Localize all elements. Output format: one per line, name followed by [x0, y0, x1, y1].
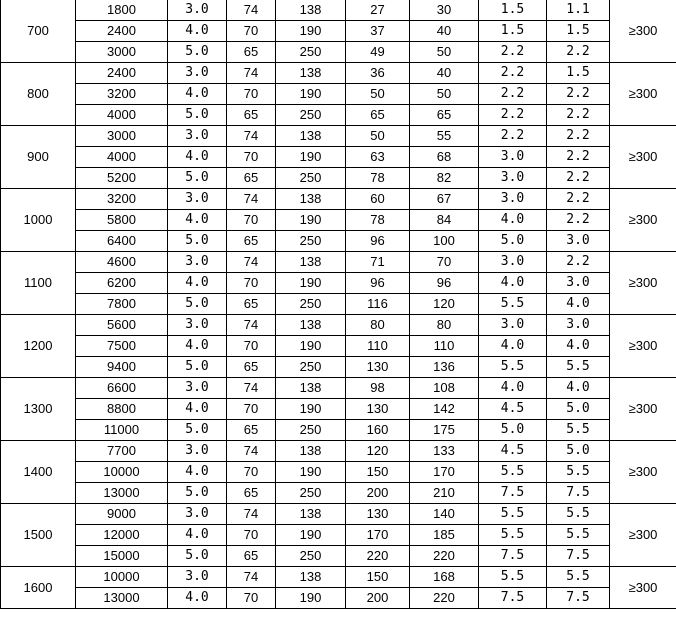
table-cell: 3.0 [547, 315, 610, 336]
table-cell: 138 [276, 378, 346, 399]
table-cell: 140 [410, 504, 479, 525]
table-cell: 5.0 [547, 399, 610, 420]
group-tail-cell: ≥300 [610, 504, 676, 567]
table-cell: 4.0 [168, 273, 227, 294]
table-cell: 3.0 [479, 168, 547, 189]
table-cell: 7.5 [479, 588, 547, 609]
table-cell: 6200 [76, 273, 168, 294]
table-cell: 65 [410, 105, 479, 126]
table-cell: 5.5 [479, 462, 547, 483]
table-cell: 27 [346, 0, 410, 21]
table-cell: 220 [346, 546, 410, 567]
table-cell: 71 [346, 252, 410, 273]
table-cell: 67 [410, 189, 479, 210]
table-cell: 11000 [76, 420, 168, 441]
table-cell: 65 [227, 357, 276, 378]
table-row [1, 84, 676, 105]
table-cell: 4.0 [547, 378, 610, 399]
group-label-cell: 1100 [1, 252, 76, 315]
table-cell: 250 [276, 357, 346, 378]
table-row [1, 252, 676, 273]
table-cell: 110 [346, 336, 410, 357]
table-cell: 6400 [76, 231, 168, 252]
table-cell: 2.2 [479, 105, 547, 126]
group-tail-cell: ≥300 [610, 0, 676, 63]
table-cell: 7.5 [547, 546, 610, 567]
table-cell: 3000 [76, 42, 168, 63]
table-cell: 4.5 [479, 399, 547, 420]
group-tail-cell: ≥300 [610, 378, 676, 441]
table-cell: 70 [227, 462, 276, 483]
table-cell: 138 [276, 252, 346, 273]
table-cell: 190 [276, 21, 346, 42]
table-row [1, 126, 676, 147]
table-cell: 138 [276, 189, 346, 210]
table-row [1, 189, 676, 210]
table-cell: 74 [227, 63, 276, 84]
table-row [1, 63, 676, 84]
table-cell: 2.2 [479, 63, 547, 84]
table-cell: 96 [410, 273, 479, 294]
table-cell: 138 [276, 126, 346, 147]
group-label-cell: 1600 [1, 567, 76, 609]
table-cell: 185 [410, 525, 479, 546]
table-cell: 7.5 [479, 546, 547, 567]
table-cell: 65 [227, 42, 276, 63]
group-label-cell: 900 [1, 126, 76, 189]
table-cell: 142 [410, 399, 479, 420]
table-cell: 68 [410, 147, 479, 168]
table-cell: 70 [227, 399, 276, 420]
table-cell: 7800 [76, 294, 168, 315]
table-cell: 65 [227, 168, 276, 189]
table-cell: 70 [227, 210, 276, 231]
table-cell: 74 [227, 315, 276, 336]
table-cell: 4.0 [168, 336, 227, 357]
table-cell: 30 [410, 0, 479, 21]
table-cell: 190 [276, 399, 346, 420]
table-cell: 130 [346, 504, 410, 525]
table-cell: 2.2 [547, 147, 610, 168]
table-row [1, 420, 676, 441]
table-cell: 1.1 [547, 0, 610, 21]
table-cell: 5200 [76, 168, 168, 189]
table-row [1, 462, 676, 483]
group-label-cell: 1200 [1, 315, 76, 378]
table-cell: 3.0 [168, 378, 227, 399]
table-cell: 200 [346, 483, 410, 504]
table-cell: 1.5 [547, 63, 610, 84]
table-cell: 70 [227, 21, 276, 42]
table-cell: 170 [346, 525, 410, 546]
table-cell: 2.2 [479, 42, 547, 63]
table-cell: 5.0 [168, 168, 227, 189]
table-row [1, 231, 676, 252]
table-cell: 5800 [76, 210, 168, 231]
table-row [1, 147, 676, 168]
table-cell: 65 [227, 546, 276, 567]
table-cell: 5.0 [168, 105, 227, 126]
table-cell: 12000 [76, 525, 168, 546]
table-cell: 190 [276, 273, 346, 294]
table-cell: 120 [410, 294, 479, 315]
table-cell: 6600 [76, 378, 168, 399]
table-cell: 3200 [76, 189, 168, 210]
table-cell: 100 [410, 231, 479, 252]
table-cell: 3.0 [168, 126, 227, 147]
table-row [1, 441, 676, 462]
table-cell: 8800 [76, 399, 168, 420]
table-cell: 136 [410, 357, 479, 378]
table-cell: 3.0 [168, 315, 227, 336]
table-cell: 74 [227, 567, 276, 588]
table-cell: 5.5 [479, 504, 547, 525]
table-cell: 5.0 [168, 42, 227, 63]
table-cell: 2.2 [547, 210, 610, 231]
table-cell: 10000 [76, 462, 168, 483]
table-cell: 7.5 [547, 483, 610, 504]
table-cell: 4.0 [168, 147, 227, 168]
table-cell: 130 [346, 399, 410, 420]
table-cell: 3.0 [547, 273, 610, 294]
table-body [1, 0, 676, 609]
table-cell: 5.0 [168, 357, 227, 378]
table-cell: 5.0 [168, 294, 227, 315]
group-tail-cell: ≥300 [610, 567, 676, 609]
table-cell: 3.0 [479, 252, 547, 273]
table-cell: 2.2 [547, 189, 610, 210]
group-label-cell: 1400 [1, 441, 76, 504]
table-cell: 9400 [76, 357, 168, 378]
table-cell: 1800 [76, 0, 168, 21]
table-cell: 7.5 [479, 483, 547, 504]
table-cell: 74 [227, 126, 276, 147]
table-cell: 5600 [76, 315, 168, 336]
table-cell: 3200 [76, 84, 168, 105]
table-cell: 55 [410, 126, 479, 147]
table-cell: 3.0 [168, 441, 227, 462]
table-cell: 168 [410, 567, 479, 588]
table-cell: 2.2 [547, 42, 610, 63]
table-row [1, 105, 676, 126]
table-cell: 49 [346, 42, 410, 63]
table-cell: 2.2 [479, 126, 547, 147]
table-cell: 4.0 [168, 399, 227, 420]
table-cell: 10000 [76, 567, 168, 588]
table-cell: 138 [276, 63, 346, 84]
table-row [1, 315, 676, 336]
table-cell: 3.0 [168, 189, 227, 210]
table-cell: 2.2 [547, 126, 610, 147]
table-cell: 138 [276, 0, 346, 21]
table-cell: 78 [346, 210, 410, 231]
table-row [1, 567, 676, 588]
table-row [1, 168, 676, 189]
group-tail-cell: ≥300 [610, 315, 676, 378]
table-cell: 1.5 [479, 0, 547, 21]
table-cell: 5.5 [547, 357, 610, 378]
table-cell: 40 [410, 21, 479, 42]
table-cell: 2.2 [547, 252, 610, 273]
table-cell: 65 [227, 294, 276, 315]
table-cell: 3000 [76, 126, 168, 147]
table-cell: 70 [227, 336, 276, 357]
table-cell: 110 [410, 336, 479, 357]
table-cell: 70 [227, 147, 276, 168]
table-cell: 5.5 [547, 420, 610, 441]
table-cell: 5.5 [479, 357, 547, 378]
table-cell: 3.0 [168, 567, 227, 588]
table-cell: 250 [276, 231, 346, 252]
group-label-cell: 1000 [1, 189, 76, 252]
table-cell: 65 [227, 420, 276, 441]
table-cell: 130 [346, 357, 410, 378]
table-cell: 5.5 [479, 525, 547, 546]
table-cell: 5.5 [479, 567, 547, 588]
table-row [1, 210, 676, 231]
table-cell: 210 [410, 483, 479, 504]
table-cell: 96 [346, 273, 410, 294]
table-cell: 150 [346, 567, 410, 588]
table-cell: 250 [276, 168, 346, 189]
table-cell: 4.0 [168, 588, 227, 609]
table-cell: 7.5 [547, 588, 610, 609]
table-cell: 138 [276, 567, 346, 588]
table-cell: 5.0 [168, 483, 227, 504]
group-label-cell: 800 [1, 63, 76, 126]
table-cell: 4.0 [168, 21, 227, 42]
table-cell: 13000 [76, 483, 168, 504]
group-tail-cell: ≥300 [610, 252, 676, 315]
table-cell: 63 [346, 147, 410, 168]
table-cell: 1.5 [547, 21, 610, 42]
table-cell: 138 [276, 441, 346, 462]
table-row [1, 399, 676, 420]
table-cell: 36 [346, 63, 410, 84]
table-cell: 3.0 [547, 231, 610, 252]
table-row [1, 525, 676, 546]
table-cell: 80 [346, 315, 410, 336]
table-cell: 4000 [76, 147, 168, 168]
table-row [1, 483, 676, 504]
table-row [1, 0, 676, 21]
group-tail-cell: ≥300 [610, 126, 676, 189]
table-cell: 250 [276, 420, 346, 441]
table-cell: 138 [276, 315, 346, 336]
table-cell: 74 [227, 189, 276, 210]
table-cell: 70 [227, 84, 276, 105]
table-cell: 50 [346, 84, 410, 105]
table-cell: 5.0 [168, 546, 227, 567]
table-cell: 3.0 [168, 504, 227, 525]
table-cell: 2400 [76, 63, 168, 84]
table-cell: 5.0 [168, 231, 227, 252]
table-cell: 74 [227, 504, 276, 525]
table-cell: 96 [346, 231, 410, 252]
table-cell: 4.0 [168, 525, 227, 546]
table-cell: 3.0 [168, 0, 227, 21]
table-cell: 190 [276, 210, 346, 231]
table-cell: 74 [227, 252, 276, 273]
table-cell: 2.2 [479, 84, 547, 105]
table-cell: 5.5 [479, 294, 547, 315]
group-tail-cell: ≥300 [610, 189, 676, 252]
table-cell: 4.0 [547, 294, 610, 315]
table-cell: 50 [346, 126, 410, 147]
table-cell: 4600 [76, 252, 168, 273]
table-cell: 250 [276, 483, 346, 504]
table-cell: 4.0 [479, 378, 547, 399]
table-cell: 80 [410, 315, 479, 336]
table-cell: 4.0 [479, 273, 547, 294]
group-label-cell: 1300 [1, 378, 76, 441]
table-cell: 5.5 [547, 462, 610, 483]
table-cell: 5.5 [547, 504, 610, 525]
table-cell: 2400 [76, 21, 168, 42]
table-cell: 150 [346, 462, 410, 483]
table-cell: 220 [410, 588, 479, 609]
table-cell: 220 [410, 546, 479, 567]
table-cell: 3.0 [479, 189, 547, 210]
table-cell: 74 [227, 0, 276, 21]
table-cell: 15000 [76, 546, 168, 567]
table-cell: 65 [227, 483, 276, 504]
table-cell: 74 [227, 441, 276, 462]
table-cell: 65 [227, 231, 276, 252]
table-cell: 70 [227, 273, 276, 294]
table-cell: 175 [410, 420, 479, 441]
group-label-cell: 1500 [1, 504, 76, 567]
group-tail-cell: ≥300 [610, 63, 676, 126]
table-cell: 70 [227, 588, 276, 609]
table-cell: 82 [410, 168, 479, 189]
table-cell: 74 [227, 378, 276, 399]
table-cell: 78 [346, 168, 410, 189]
table-row [1, 336, 676, 357]
table-cell: 190 [276, 336, 346, 357]
group-label-cell: 700 [1, 0, 76, 63]
table-cell: 13000 [76, 588, 168, 609]
table-row [1, 294, 676, 315]
table-cell: 133 [410, 441, 479, 462]
table-cell: 4.0 [479, 336, 547, 357]
table-row [1, 273, 676, 294]
table-cell: 4.0 [168, 210, 227, 231]
table-cell: 50 [410, 42, 479, 63]
table-cell: 190 [276, 525, 346, 546]
table-cell: 5.0 [168, 420, 227, 441]
table-cell: 40 [410, 63, 479, 84]
table-cell: 70 [410, 252, 479, 273]
table-cell: 4.0 [168, 84, 227, 105]
table-cell: 4.0 [547, 336, 610, 357]
table-cell: 5.5 [547, 567, 610, 588]
table-row [1, 546, 676, 567]
table-cell: 190 [276, 462, 346, 483]
table-cell: 190 [276, 588, 346, 609]
table-cell: 65 [346, 105, 410, 126]
table-cell: 70 [227, 525, 276, 546]
table-cell: 3.0 [479, 315, 547, 336]
table-cell: 60 [346, 189, 410, 210]
table-cell: 7500 [76, 336, 168, 357]
table-cell: 37 [346, 21, 410, 42]
table-cell: 5.0 [547, 441, 610, 462]
table-cell: 3.0 [168, 252, 227, 273]
table-cell: 5.0 [479, 420, 547, 441]
table-cell: 3.0 [479, 147, 547, 168]
table-cell: 50 [410, 84, 479, 105]
table-cell: 190 [276, 84, 346, 105]
table-cell: 160 [346, 420, 410, 441]
table-cell: 2.2 [547, 105, 610, 126]
table-cell: 250 [276, 42, 346, 63]
table-cell: 4000 [76, 105, 168, 126]
table-row [1, 504, 676, 525]
table-cell: 4.0 [168, 462, 227, 483]
table-cell: 170 [410, 462, 479, 483]
table-cell: 4.5 [479, 441, 547, 462]
table-cell: 2.2 [547, 168, 610, 189]
table-row [1, 588, 676, 609]
table-row [1, 357, 676, 378]
table-row [1, 21, 676, 42]
table-cell: 190 [276, 147, 346, 168]
table-cell: 138 [276, 504, 346, 525]
table-cell: 120 [346, 441, 410, 462]
table-row [1, 42, 676, 63]
group-tail-cell: ≥300 [610, 441, 676, 504]
table-cell: 1.5 [479, 21, 547, 42]
table-cell: 116 [346, 294, 410, 315]
table-cell: 65 [227, 105, 276, 126]
table-row [1, 378, 676, 399]
table-cell: 7700 [76, 441, 168, 462]
table-cell: 98 [346, 378, 410, 399]
table-cell: 9000 [76, 504, 168, 525]
table-cell: 108 [410, 378, 479, 399]
table-cell: 3.0 [168, 63, 227, 84]
table-cell: 200 [346, 588, 410, 609]
table-cell: 4.0 [479, 210, 547, 231]
table-cell: 250 [276, 105, 346, 126]
table-cell: 2.2 [547, 84, 610, 105]
table-cell: 250 [276, 546, 346, 567]
table-cell: 250 [276, 294, 346, 315]
table-cell: 5.5 [547, 525, 610, 546]
table-cell: 84 [410, 210, 479, 231]
table-cell: 5.0 [479, 231, 547, 252]
